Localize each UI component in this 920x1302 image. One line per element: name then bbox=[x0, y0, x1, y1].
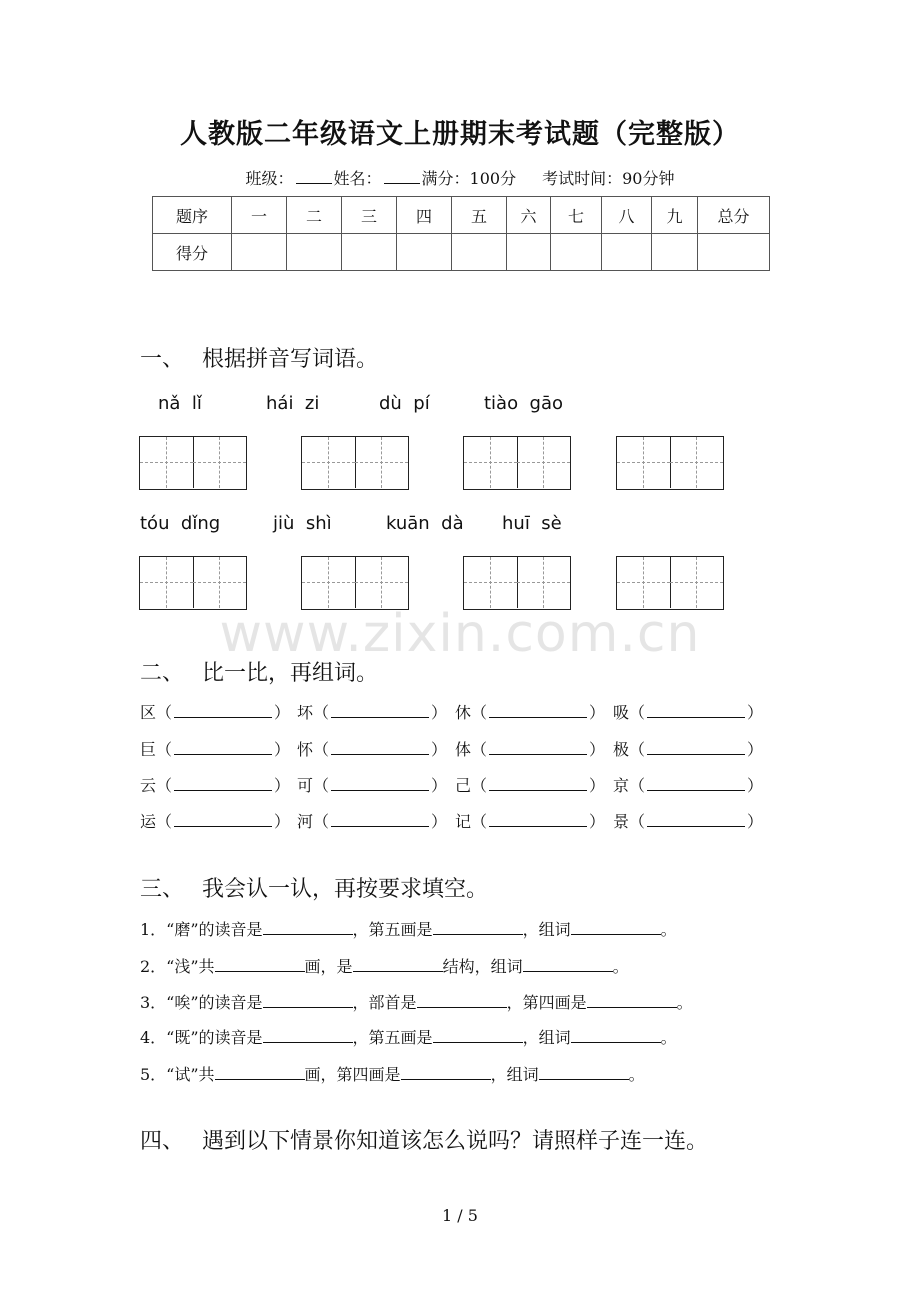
answer-blank[interactable] bbox=[571, 920, 661, 935]
pinyin-label: tiào gāo bbox=[484, 393, 564, 414]
answer-blank[interactable] bbox=[263, 920, 353, 935]
compare-item bbox=[297, 737, 447, 760]
pinyin-label: kuān dà bbox=[386, 513, 464, 534]
tianzige-box[interactable] bbox=[463, 436, 571, 490]
open-paren: （ bbox=[471, 776, 488, 795]
compare-item bbox=[140, 737, 290, 760]
open-paren: （ bbox=[629, 812, 646, 831]
score-table bbox=[152, 196, 770, 271]
tianzige-box[interactable] bbox=[616, 556, 724, 610]
answer-blank[interactable] bbox=[647, 703, 745, 718]
score-input-cell[interactable] bbox=[287, 234, 342, 271]
fill-in-item bbox=[140, 954, 629, 977]
section-4-heading bbox=[140, 1124, 708, 1155]
fill-in-text: 。 bbox=[628, 1065, 645, 1084]
compare-char: 景 bbox=[613, 812, 630, 831]
name-label: 姓名： bbox=[333, 169, 382, 188]
open-paren: （ bbox=[156, 703, 173, 722]
score-input-cell[interactable] bbox=[232, 234, 287, 271]
close-paren: ） bbox=[274, 812, 291, 831]
section-4-title: 遇到以下情景你知道该怎么说吗？请照样子连一连。 bbox=[202, 1129, 709, 1154]
tianzige-box[interactable] bbox=[301, 556, 409, 610]
close-paren: ） bbox=[589, 703, 606, 722]
open-paren: （ bbox=[313, 812, 330, 831]
pinyin-label: tóu dǐng bbox=[140, 513, 221, 534]
compare-char: 己 bbox=[455, 776, 472, 795]
answer-blank[interactable] bbox=[489, 703, 587, 718]
compare-char: 极 bbox=[613, 740, 630, 759]
close-paren: ） bbox=[589, 776, 606, 795]
pinyin-label: huī sè bbox=[502, 513, 562, 534]
fill-in-text: ，组词 bbox=[522, 1028, 571, 1047]
compare-item bbox=[613, 737, 763, 760]
compare-item bbox=[455, 737, 605, 760]
answer-blank[interactable] bbox=[489, 812, 587, 827]
compare-item bbox=[455, 700, 605, 723]
compare-char: 巨 bbox=[140, 740, 157, 759]
answer-blank[interactable] bbox=[587, 993, 677, 1008]
compare-item bbox=[140, 700, 290, 723]
score-cell: 二 bbox=[287, 197, 342, 234]
fill-in-text: ，组词 bbox=[522, 920, 571, 939]
full-score: 满分：100分 bbox=[421, 169, 517, 188]
answer-blank[interactable] bbox=[263, 993, 353, 1008]
pinyin-label: dù pí bbox=[379, 393, 430, 414]
fill-in-text: 画，是 bbox=[304, 957, 353, 976]
close-paren: ） bbox=[274, 776, 291, 795]
fill-in-text: ，第五画是 bbox=[352, 920, 433, 939]
score-input-cell[interactable] bbox=[698, 234, 770, 271]
section-2-heading bbox=[140, 656, 378, 687]
compare-char: 区 bbox=[140, 703, 157, 722]
answer-blank[interactable] bbox=[263, 1028, 353, 1043]
section-3-title: 我会认一认，再按要求填空。 bbox=[202, 877, 489, 902]
compare-char: 可 bbox=[297, 776, 314, 795]
score-input-cell[interactable] bbox=[342, 234, 397, 271]
compare-char: 怀 bbox=[297, 740, 314, 759]
compare-char: 运 bbox=[140, 812, 157, 831]
name-blank[interactable] bbox=[384, 169, 420, 184]
score-cell: 五 bbox=[452, 197, 507, 234]
answer-blank[interactable] bbox=[571, 1028, 661, 1043]
open-paren: （ bbox=[313, 740, 330, 759]
class-blank[interactable] bbox=[296, 169, 332, 184]
answer-blank[interactable] bbox=[331, 740, 429, 755]
score-cell: 四 bbox=[397, 197, 452, 234]
answer-blank[interactable] bbox=[331, 776, 429, 791]
fill-in-text: 。 bbox=[660, 1028, 677, 1047]
page-title: 人教版二年级语文上册期末考试题（完整版） bbox=[180, 119, 740, 150]
score-input-cell[interactable] bbox=[507, 234, 551, 271]
compare-item bbox=[613, 700, 763, 723]
fill-in-text: 。 bbox=[676, 993, 693, 1012]
close-paren: ） bbox=[747, 776, 764, 795]
open-paren: （ bbox=[471, 740, 488, 759]
fill-in-text: ，第五画是 bbox=[352, 1028, 433, 1047]
tianzige-box[interactable] bbox=[139, 556, 247, 610]
score-table-header-row bbox=[153, 197, 770, 234]
close-paren: ） bbox=[274, 740, 291, 759]
score-input-cell[interactable] bbox=[652, 234, 698, 271]
open-paren: （ bbox=[313, 776, 330, 795]
tianzige-box[interactable] bbox=[463, 556, 571, 610]
open-paren: （ bbox=[313, 703, 330, 722]
answer-blank[interactable] bbox=[174, 812, 272, 827]
open-paren: （ bbox=[156, 812, 173, 831]
compare-item bbox=[297, 773, 447, 796]
open-paren: （ bbox=[629, 703, 646, 722]
compare-char: 记 bbox=[455, 812, 472, 831]
compare-item bbox=[455, 773, 605, 796]
fill-in-text: 1．“磨”的读音是 bbox=[140, 920, 263, 939]
close-paren: ） bbox=[589, 740, 606, 759]
fill-in-item bbox=[140, 1025, 677, 1048]
exam-time: 考试时间：90分钟 bbox=[542, 169, 675, 188]
tianzige-box[interactable] bbox=[301, 436, 409, 490]
close-paren: ） bbox=[747, 812, 764, 831]
close-paren: ） bbox=[431, 812, 448, 831]
pinyin-label: hái zi bbox=[266, 393, 320, 414]
answer-blank[interactable] bbox=[647, 776, 745, 791]
compare-item bbox=[297, 809, 447, 832]
section-3-heading bbox=[140, 872, 488, 903]
section-4-number: 四、 bbox=[140, 1129, 185, 1154]
fill-in-text: ，组词 bbox=[490, 1065, 539, 1084]
section-3-number: 三、 bbox=[140, 877, 185, 902]
score-cell: 九 bbox=[652, 197, 698, 234]
score-cell: 八 bbox=[602, 197, 652, 234]
compare-char: 吸 bbox=[613, 703, 630, 722]
section-2-title: 比一比，再组词。 bbox=[202, 661, 379, 686]
fill-in-text: 5．“试”共 bbox=[140, 1065, 215, 1084]
score-cell: 题序 bbox=[153, 197, 232, 234]
compare-char: 云 bbox=[140, 776, 157, 795]
close-paren: ） bbox=[747, 703, 764, 722]
score-cell: 七 bbox=[551, 197, 602, 234]
answer-blank[interactable] bbox=[174, 703, 272, 718]
answer-blank[interactable] bbox=[539, 1065, 629, 1080]
fill-in-item bbox=[140, 1062, 645, 1085]
answer-blank[interactable] bbox=[647, 812, 745, 827]
answer-blank[interactable] bbox=[174, 776, 272, 791]
pinyin-label: jiù shì bbox=[273, 513, 332, 534]
score-cell: 一 bbox=[232, 197, 287, 234]
compare-item bbox=[455, 809, 605, 832]
pinyin-row-2 bbox=[0, 513, 920, 543]
compare-item bbox=[613, 809, 763, 832]
open-paren: （ bbox=[156, 740, 173, 759]
close-paren: ） bbox=[274, 703, 291, 722]
answer-blank[interactable] bbox=[401, 1065, 491, 1080]
pinyin-row-1 bbox=[0, 393, 920, 423]
score-input-cell[interactable] bbox=[452, 234, 507, 271]
score-input-cell[interactable] bbox=[397, 234, 452, 271]
score-input-cell[interactable] bbox=[551, 234, 602, 271]
answer-blank[interactable] bbox=[433, 920, 523, 935]
answer-blank[interactable] bbox=[489, 776, 587, 791]
score-cell: 总分 bbox=[698, 197, 770, 234]
section-2-number: 二、 bbox=[140, 661, 185, 686]
tianzige-box[interactable] bbox=[139, 436, 247, 490]
fill-in-text: ，部首是 bbox=[352, 993, 417, 1012]
close-paren: ） bbox=[431, 703, 448, 722]
answer-blank[interactable] bbox=[523, 957, 613, 972]
score-cell: 三 bbox=[342, 197, 397, 234]
section-1-title: 根据拼音写词语。 bbox=[202, 347, 379, 372]
watermark: www.zixin.com.cn bbox=[219, 604, 701, 664]
fill-in-item bbox=[140, 990, 693, 1013]
fill-in-text: 。 bbox=[612, 957, 629, 976]
compare-item bbox=[297, 700, 447, 723]
open-paren: （ bbox=[629, 776, 646, 795]
answer-blank[interactable] bbox=[353, 957, 443, 972]
compare-char: 坏 bbox=[297, 703, 314, 722]
fill-in-text: ，第四画是 bbox=[506, 993, 587, 1012]
compare-char: 体 bbox=[455, 740, 472, 759]
close-paren: ） bbox=[431, 776, 448, 795]
open-paren: （ bbox=[156, 776, 173, 795]
exam-info-line bbox=[0, 166, 920, 189]
compare-char: 河 bbox=[297, 812, 314, 831]
compare-item bbox=[140, 773, 290, 796]
answer-blank[interactable] bbox=[174, 740, 272, 755]
answer-blank[interactable] bbox=[417, 993, 507, 1008]
close-paren: ） bbox=[589, 812, 606, 831]
page-number: 1 / 5 bbox=[442, 1206, 478, 1225]
compare-item bbox=[613, 773, 763, 796]
answer-blank[interactable] bbox=[433, 1028, 523, 1043]
tianzige-box[interactable] bbox=[616, 436, 724, 490]
fill-in-text: 4．“既”的读音是 bbox=[140, 1028, 263, 1047]
pinyin-label: nǎ lǐ bbox=[158, 393, 202, 414]
fill-in-text: 。 bbox=[660, 920, 677, 939]
answer-blank[interactable] bbox=[647, 740, 745, 755]
answer-blank[interactable] bbox=[331, 812, 429, 827]
fill-in-item bbox=[140, 917, 677, 940]
score-row-label: 得分 bbox=[153, 234, 232, 271]
compare-char: 京 bbox=[613, 776, 630, 795]
compare-char: 休 bbox=[455, 703, 472, 722]
compare-item bbox=[140, 809, 290, 832]
answer-blank[interactable] bbox=[331, 703, 429, 718]
answer-blank[interactable] bbox=[489, 740, 587, 755]
answer-blank[interactable] bbox=[215, 1065, 305, 1080]
fill-in-text: 结构，组词 bbox=[442, 957, 523, 976]
open-paren: （ bbox=[471, 812, 488, 831]
fill-in-text: 3．“唉”的读音是 bbox=[140, 993, 263, 1012]
score-cell: 六 bbox=[507, 197, 551, 234]
score-table-score-row bbox=[153, 234, 770, 271]
open-paren: （ bbox=[629, 740, 646, 759]
answer-blank[interactable] bbox=[215, 957, 305, 972]
fill-in-text: 画，第四画是 bbox=[304, 1065, 401, 1084]
score-input-cell[interactable] bbox=[602, 234, 652, 271]
section-1-heading bbox=[140, 342, 378, 373]
close-paren: ） bbox=[431, 740, 448, 759]
class-label: 班级： bbox=[245, 169, 294, 188]
fill-in-text: 2．“浅”共 bbox=[140, 957, 215, 976]
section-1-number: 一、 bbox=[140, 347, 185, 372]
close-paren: ） bbox=[747, 740, 764, 759]
open-paren: （ bbox=[471, 703, 488, 722]
